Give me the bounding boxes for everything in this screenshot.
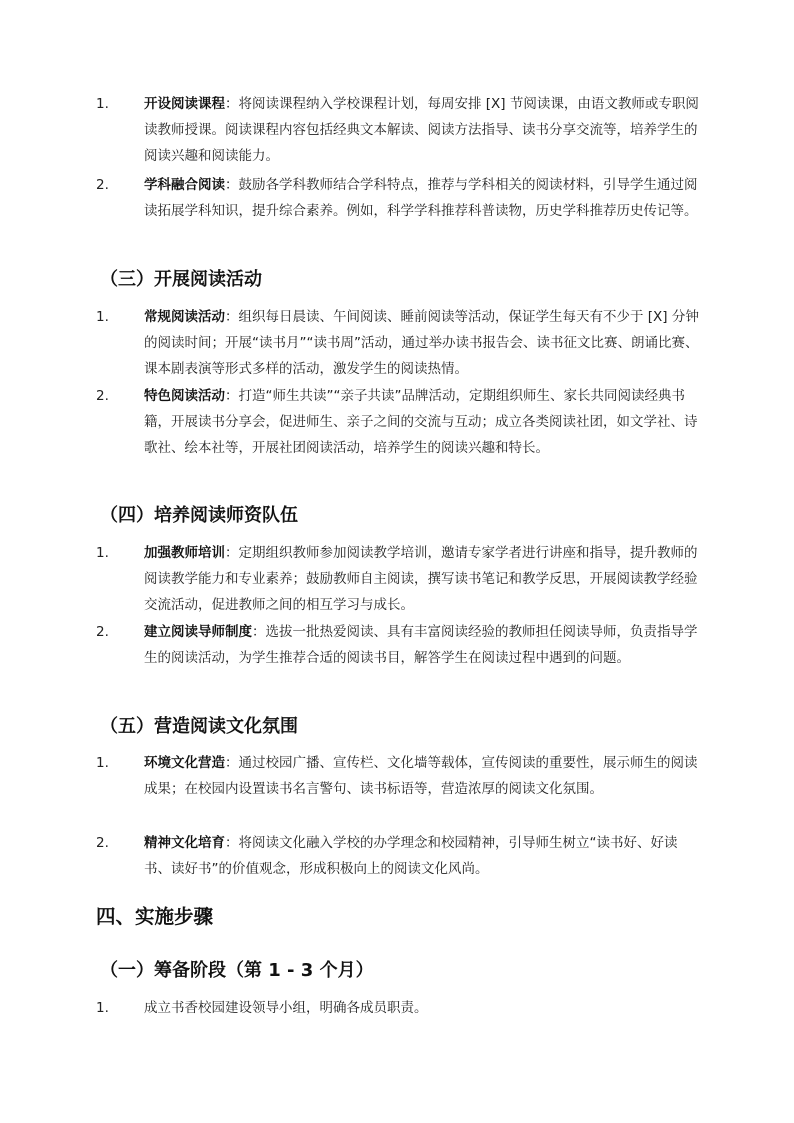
item-title: 精神文化培育 (144, 835, 225, 851)
phase-heading: （一）筹备阶段（第 1 - 3 个月） (100, 960, 374, 981)
list-item (96, 540, 706, 618)
item-title: 建立阅读导师制度 (144, 624, 252, 640)
list-item (96, 830, 706, 882)
list-item (96, 304, 706, 382)
item-body: ：选拔一批热爱阅读、具有丰富阅读经验的教师担任阅读导师，负责指导学生的阅读活动，为学生推荐合适的阅读书目，解答学生在阅读过程中遇到的问题。 (144, 624, 698, 666)
list-item (96, 619, 706, 697)
list-number: 2. (96, 177, 109, 193)
item-body: ：打造“师生共读”“亲子共读”品牌活动，定期组织师生、家长共同阅读经典书籍，开展读书分享会，促进师生、亲子之间的交流与互动；成立各类阅读社团，如文学社、诗歌社、绘本社等，开展社团阅读活动，培养学生的阅读兴趣和特长。 (144, 388, 698, 456)
list-number: 1. (96, 96, 109, 112)
item-title: 环境文化营造 (144, 755, 225, 771)
item-body: 成立书香校园建设领导小组，明确各成员职责。 (144, 1000, 428, 1016)
list-number: 2. (96, 624, 109, 640)
list-number: 1. (96, 1000, 109, 1016)
item-body: ：将阅读文化融入学校的办学理念和校园精神，引导师生树立“读书好、好读书、读好书”的价值观念，形成积极向上的阅读文化风尚。 (144, 835, 678, 877)
item-title: 加强教师培训 (144, 545, 225, 561)
section-heading: （四）培养阅读师资队伍 (100, 505, 298, 526)
section-heading: （三）开展阅读活动 (100, 269, 262, 290)
item-body: ：通过校园广播、宣传栏、文化墙等载体，宣传阅读的重要性，展示师生的阅读成果；在校园内设置读书名言警句、读书标语等，营造浓厚的阅读文化氛围。 (144, 755, 698, 797)
list-item (96, 383, 706, 487)
list-number: 1. (96, 545, 109, 561)
list-number: 2. (96, 388, 109, 404)
item-body: ：组织每日晨读、午间阅读、睡前阅读等活动，保证学生每天有不少于 [X] 分钟的阅读时间；开展“读书月”“读书周”活动，通过举办读书报告会、读书征文比赛、朗诵比赛、课本剧表演等形式多样的活动，激发学生的阅读热情。 (144, 309, 699, 377)
list-item (96, 750, 706, 828)
section-heading: （五）营造阅读文化氛围 (100, 716, 298, 737)
item-body: ：鼓励各学科教师结合学科特点，推荐与学科相关的阅读材料，引导学生通过阅读拓展学科知识，提升综合素养。例如，科学学科推荐科普读物，历史学科推荐历史传记等。 (144, 177, 698, 219)
list-item (96, 995, 706, 1021)
list-number: 2. (96, 835, 109, 851)
item-title: 学科融合阅读 (144, 177, 225, 193)
item-title: 开设阅读课程 (144, 96, 225, 112)
item-title: 特色阅读活动 (144, 388, 225, 404)
item-body: ：将阅读课程纳入学校课程计划，每周安排 [X] 节阅读课，由语文教师或专职阅读教师授课。阅读课程内容包括经典文本解读、阅读方法指导、读书分享交流等，培养学生的阅读兴趣和阅读能力。 (144, 96, 699, 164)
chapter-heading: 四、实施步骤 (96, 905, 214, 928)
list-item (96, 172, 706, 250)
item-body: ：定期组织教师参加阅读教学培训，邀请专家学者进行讲座和指导，提升教师的阅读教学能力和专业素养；鼓励教师自主阅读，撰写读书笔记和教学反思，开展阅读教学经验交流活动，促进教师之间的相互学习与成长。 (144, 545, 698, 613)
item-title: 常规阅读活动 (144, 309, 225, 325)
list-number: 1. (96, 309, 109, 325)
list-number: 1. (96, 755, 109, 771)
list-item (96, 91, 706, 169)
